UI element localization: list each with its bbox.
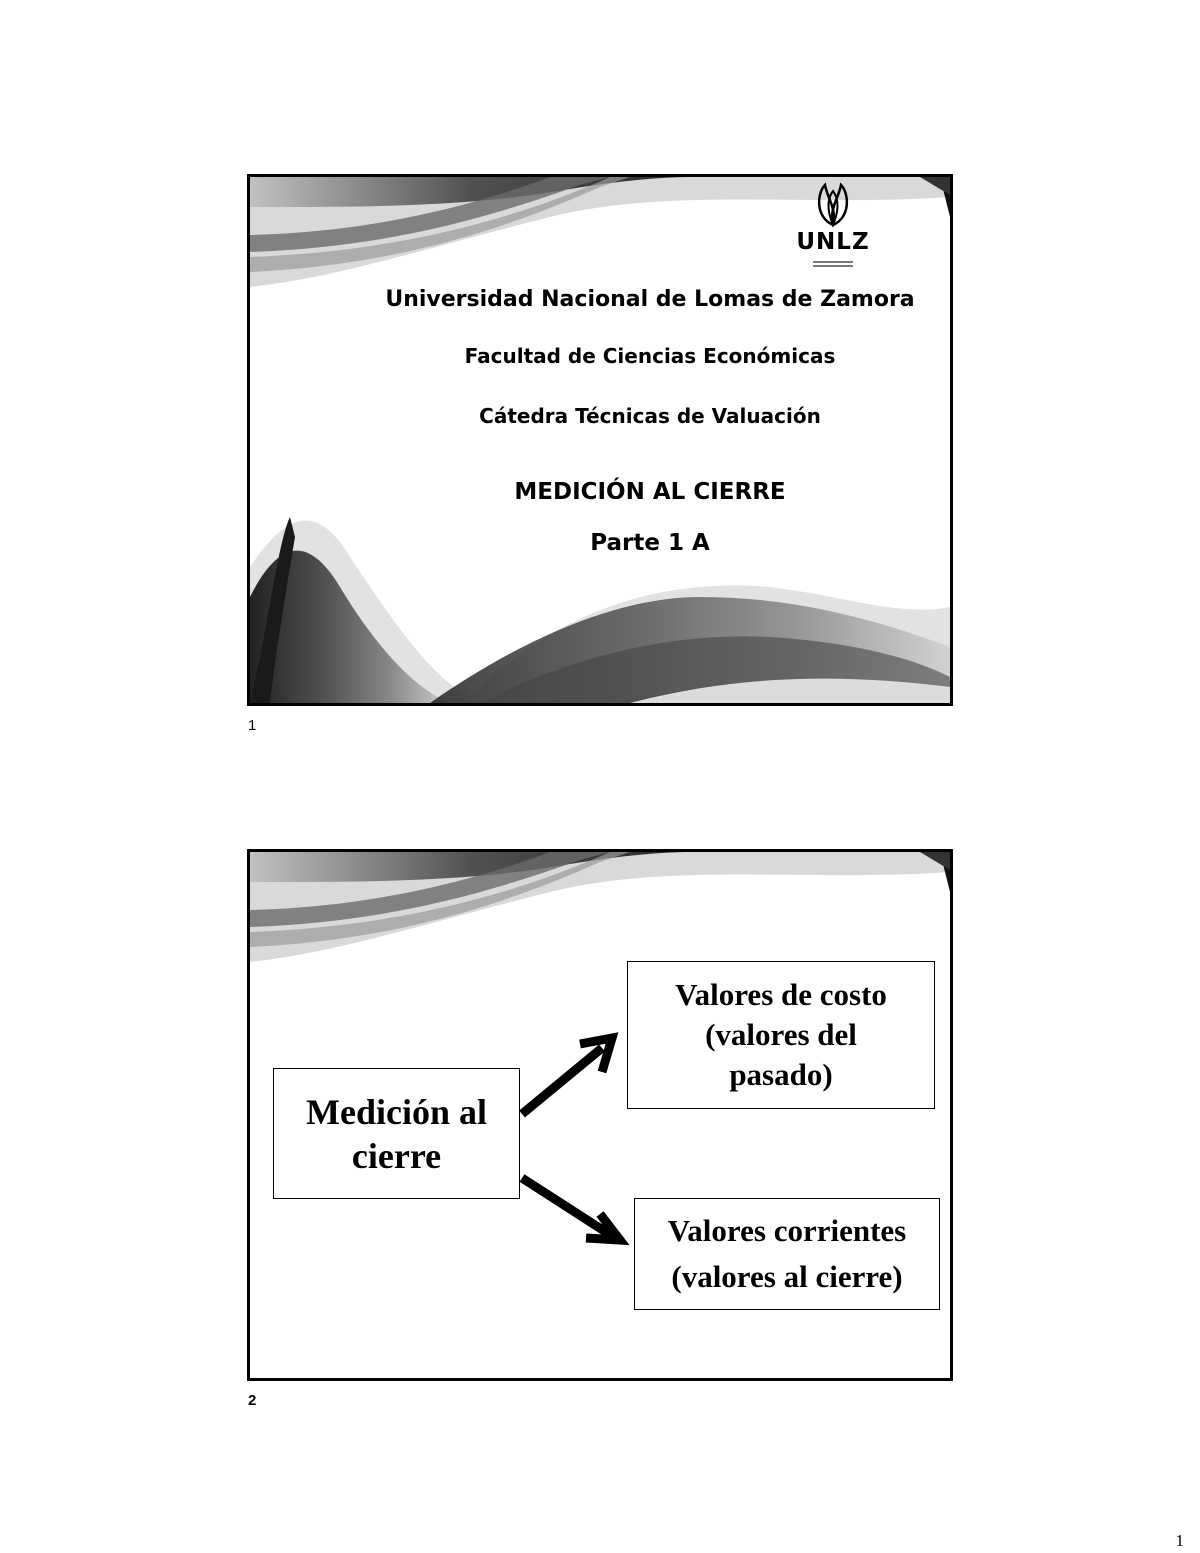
box-line: cierre <box>351 1135 442 1176</box>
box-line: Medición al <box>306 1091 487 1132</box>
box-line: (valores del <box>705 1017 857 1052</box>
logo-text: UNLZ <box>796 229 870 255</box>
arrow-up-right-icon <box>522 1038 612 1114</box>
cost-values-box <box>627 961 935 1109</box>
box-line: pasado) <box>729 1057 833 1092</box>
page-number: 1 <box>1175 1531 1184 1550</box>
university-name: Universidad Nacional de Lomas de Zamora <box>385 287 915 312</box>
unlz-logo <box>793 181 873 271</box>
leaf-icon <box>793 181 873 229</box>
slide-number: 2 <box>248 1392 257 1409</box>
box-line: Valores de costo <box>675 977 887 1012</box>
slide-1 <box>247 174 953 706</box>
arrow-down-right-icon <box>522 1178 620 1240</box>
slide-2 <box>247 849 953 1381</box>
slide-number: 1 <box>248 717 257 734</box>
box-line: (valores al cierre) <box>671 1259 903 1294</box>
chair-name: Cátedra Técnicas de Valuación <box>479 404 821 428</box>
slide-title: MEDICIÓN AL CIERRE <box>514 479 786 505</box>
box-line: Valores corrientes <box>667 1213 907 1248</box>
slide-subtitle: Parte 1 A <box>590 530 710 556</box>
logo-underline <box>813 261 853 263</box>
current-values-box <box>634 1198 940 1310</box>
measurement-box <box>273 1068 520 1199</box>
logo-underline <box>813 265 853 267</box>
faculty-name: Facultad de Ciencias Económicas <box>464 344 836 368</box>
